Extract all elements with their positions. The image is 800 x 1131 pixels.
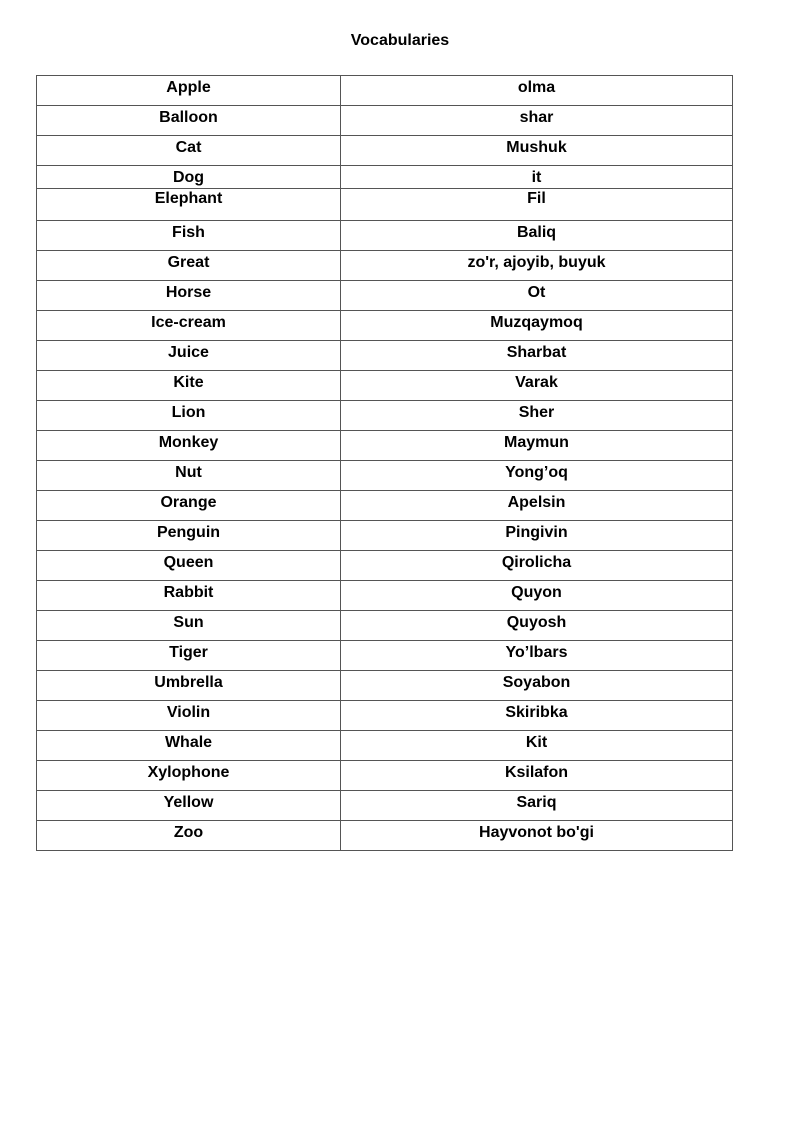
- uzbek-translation: Yo’lbars: [341, 641, 733, 671]
- english-word: Penguin: [37, 521, 341, 551]
- english-word: Lion: [37, 401, 341, 431]
- table-row: [37, 189, 733, 221]
- table-row: [37, 136, 733, 166]
- table-row: [37, 311, 733, 341]
- uzbek-translation: Soyabon: [341, 671, 733, 701]
- uzbek-translation: Mushuk: [341, 136, 733, 166]
- vocabulary-table-body: [37, 76, 733, 851]
- english-word: Orange: [37, 491, 341, 521]
- table-row: [37, 281, 733, 311]
- table-row: [37, 821, 733, 851]
- table-row: [37, 611, 733, 641]
- uzbek-translation: Maymun: [341, 431, 733, 461]
- english-word: Zoo: [37, 821, 341, 851]
- table-row: [37, 671, 733, 701]
- uzbek-translation: Sharbat: [341, 341, 733, 371]
- uzbek-translation: Apelsin: [341, 491, 733, 521]
- table-row: [37, 461, 733, 491]
- english-word: Juice: [37, 341, 341, 371]
- english-word: Great: [37, 251, 341, 281]
- document-title: Vocabularies: [350, 32, 450, 49]
- english-word: Umbrella: [37, 671, 341, 701]
- uzbek-translation: Hayvonot bo'gi: [341, 821, 733, 851]
- uzbek-translation: it: [341, 166, 733, 189]
- uzbek-translation: Qirolicha: [341, 551, 733, 581]
- table-row: [37, 166, 733, 189]
- uzbek-translation: Ot: [341, 281, 733, 311]
- english-word: Tiger: [37, 641, 341, 671]
- english-word: Rabbit: [37, 581, 341, 611]
- english-word: Cat: [37, 136, 341, 166]
- english-word: Elephant: [37, 189, 341, 221]
- table-row: [37, 701, 733, 731]
- english-word: Fish: [37, 221, 341, 251]
- english-word: Nut: [37, 461, 341, 491]
- english-word: Balloon: [37, 106, 341, 136]
- table-row: [37, 251, 733, 281]
- english-word: Yellow: [37, 791, 341, 821]
- table-row: [37, 761, 733, 791]
- english-word: Ice-cream: [37, 311, 341, 341]
- table-row: [37, 791, 733, 821]
- uzbek-translation: Pingivin: [341, 521, 733, 551]
- table-row: [37, 521, 733, 551]
- english-word: Monkey: [37, 431, 341, 461]
- english-word: Violin: [37, 701, 341, 731]
- english-word: Kite: [37, 371, 341, 401]
- vocabulary-table: [36, 75, 733, 851]
- uzbek-translation: Skiribka: [341, 701, 733, 731]
- table-row: [37, 221, 733, 251]
- uzbek-translation: Muzqaymoq: [341, 311, 733, 341]
- table-row: [37, 641, 733, 671]
- uzbek-translation: Varak: [341, 371, 733, 401]
- uzbek-translation: Sher: [341, 401, 733, 431]
- english-word: Horse: [37, 281, 341, 311]
- english-word: Apple: [37, 76, 341, 106]
- uzbek-translation: Baliq: [341, 221, 733, 251]
- table-row: [37, 551, 733, 581]
- table-row: [37, 581, 733, 611]
- uzbek-translation: Quyosh: [341, 611, 733, 641]
- uzbek-translation: Sariq: [341, 791, 733, 821]
- table-row: [37, 431, 733, 461]
- uzbek-translation: Fil: [341, 189, 733, 221]
- english-word: Sun: [37, 611, 341, 641]
- uzbek-translation: Kit: [341, 731, 733, 761]
- table-row: [37, 491, 733, 521]
- uzbek-translation: Quyon: [341, 581, 733, 611]
- table-row: [37, 401, 733, 431]
- english-word: Queen: [37, 551, 341, 581]
- english-word: Whale: [37, 731, 341, 761]
- uzbek-translation: zo'r, ajoyib, buyuk: [341, 251, 733, 281]
- table-row: [37, 371, 733, 401]
- uzbek-translation: shar: [341, 106, 733, 136]
- english-word: Dog: [37, 166, 341, 189]
- table-row: [37, 731, 733, 761]
- uzbek-translation: Ksilafon: [341, 761, 733, 791]
- english-word: Xylophone: [37, 761, 341, 791]
- table-row: [37, 76, 733, 106]
- uzbek-translation: olma: [341, 76, 733, 106]
- table-row: [37, 341, 733, 371]
- table-row: [37, 106, 733, 136]
- uzbek-translation: Yong’oq: [341, 461, 733, 491]
